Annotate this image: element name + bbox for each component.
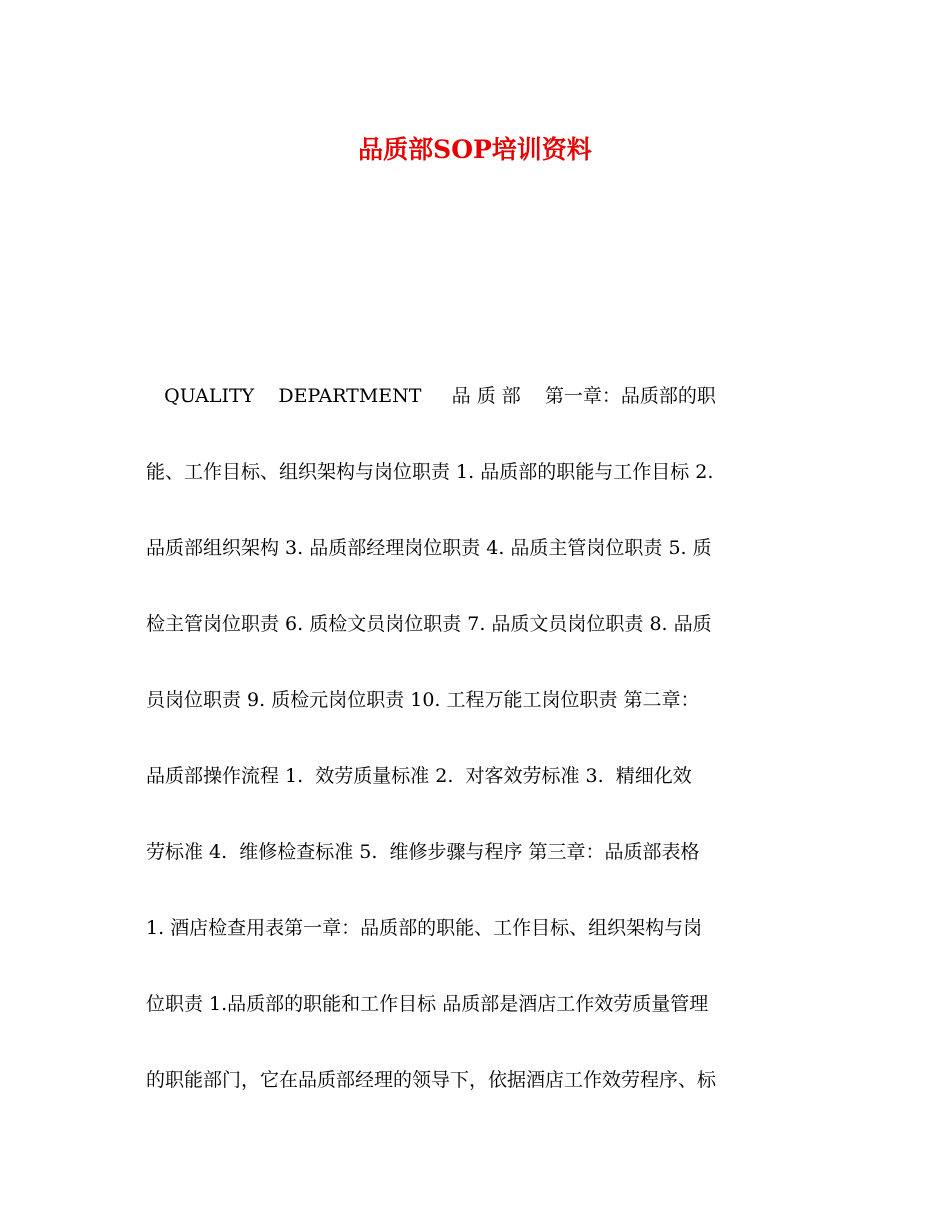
body-line: 的职能部门，它在品质部经理的领导下，依据酒店工作效劳程序、标 — [146, 1069, 717, 1091]
body-line: 劳标准 4. 维修检查标准 5. 维修步骤与程序 第三章：品质部表格 — [146, 841, 700, 863]
body-line: 1. 酒店检查用表第一章：品质部的职能、工作目标、组织架构与岗 — [146, 917, 703, 939]
body-line: 能、工作目标、组织架构与岗位职责 1. 品质部的职能与工作目标 2. — [146, 461, 714, 483]
body-line: 员岗位职责 9. 质检元岗位职责 10. 工程万能工岗位职责 第二章： — [146, 689, 700, 711]
body-line: 品质部组织架构 3. 品质部经理岗位职责 4. 品质主管岗位职责 5. 质 — [146, 537, 712, 559]
body-line: 检主管岗位职责 6. 质检文员岗位职责 7. 品质文员岗位职责 8. 品质 — [146, 613, 712, 635]
body-line: 品质部操作流程 1. 效劳质量标准 2. 对客效劳标准 3. 精细化效 — [146, 765, 692, 787]
body-line: QUALITY DEPARTMENT 品 质 部 第一章：品质部的职 — [146, 385, 716, 407]
document-body — [146, 358, 806, 1118]
body-line: 位职责 1.品质部的职能和工作目标 品质部是酒店工作效劳质量管理 — [146, 993, 709, 1015]
document-title: 品质部SOP培训资料 — [358, 135, 592, 164]
